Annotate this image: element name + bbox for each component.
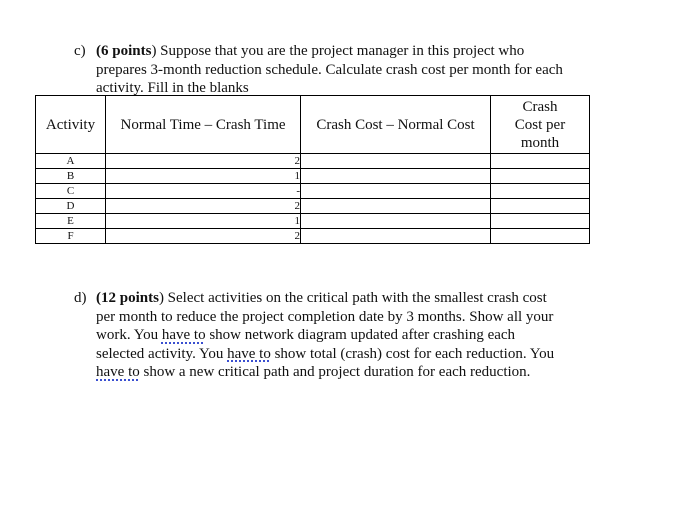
activity-cell: F (36, 229, 106, 244)
crash-cost-cell[interactable] (491, 184, 590, 199)
question-c (74, 42, 634, 98)
header-activity: Activity (36, 96, 106, 154)
question-d-marker: d) (74, 290, 87, 306)
header-crash-cost-per-month: Crash Cost per month (491, 96, 590, 154)
crash-cost-table (35, 95, 590, 244)
question-d-line-2: per month to reduce the project completion date by 3 months. Show all your (96, 308, 554, 325)
time-difference-cell: - (106, 184, 301, 199)
activity-cell: D (36, 199, 106, 214)
crash-cost-cell[interactable] (491, 199, 590, 214)
question-d-line-5: have to show a new critical path and project duration for each reduction. (96, 364, 531, 380)
table-row (36, 214, 590, 229)
spellcheck-have-to: have to (161, 327, 206, 343)
table-row (36, 199, 590, 214)
crash-cost-cell[interactable] (491, 229, 590, 244)
header-cost-difference: Crash Cost – Normal Cost (301, 96, 491, 154)
time-difference-cell: 1 (106, 214, 301, 229)
question-d-line-3: work. You have to show network diagram updated after crashing each (96, 327, 516, 343)
question-d (74, 289, 634, 382)
question-d-text (96, 289, 634, 382)
question-d-points: (12 points (96, 290, 159, 306)
table-row (36, 169, 590, 184)
time-difference-cell: 1 (106, 169, 301, 184)
table-row (36, 154, 590, 169)
activity-cell: A (36, 154, 106, 169)
cost-difference-cell[interactable] (301, 199, 491, 214)
spellcheck-have-to: have to (227, 345, 271, 362)
table-header-row (36, 96, 590, 154)
table-row (36, 184, 590, 199)
question-c-points: (6 points (96, 43, 152, 59)
question-c-line-3: activity. Fill in the blanks (96, 80, 249, 96)
question-d-line-4: selected activity. You have to show total (crash) cost for each reduction. You (96, 345, 555, 362)
activity-cell: E (36, 214, 106, 229)
activity-cell: B (36, 169, 106, 184)
time-difference-cell: 2 (106, 154, 301, 169)
time-difference-cell: 2 (106, 229, 301, 244)
header-time-difference: Normal Time – Crash Time (106, 96, 301, 154)
cost-difference-cell[interactable] (301, 154, 491, 169)
crash-cost-cell[interactable] (491, 214, 590, 229)
question-c-line-1: (6 points) Suppose that you are the project manager in this project who (96, 43, 525, 59)
question-c-text (96, 42, 634, 98)
table-row (36, 229, 590, 244)
cost-difference-cell[interactable] (301, 184, 491, 199)
activity-cell: C (36, 184, 106, 199)
spellcheck-have-to: have to (96, 364, 140, 380)
question-c-line-2: prepares 3-month reduction schedule. Calculate crash cost per month for each (96, 61, 563, 78)
time-difference-cell: 2 (106, 199, 301, 214)
question-d-line-1: (12 points) Select activities on the critical path with the smallest crash cost (96, 290, 547, 306)
cost-difference-cell[interactable] (301, 214, 491, 229)
crash-cost-cell[interactable] (491, 154, 590, 169)
crash-cost-cell[interactable] (491, 169, 590, 184)
cost-difference-cell[interactable] (301, 169, 491, 184)
question-c-marker: c) (74, 43, 86, 59)
cost-difference-cell[interactable] (301, 229, 491, 244)
